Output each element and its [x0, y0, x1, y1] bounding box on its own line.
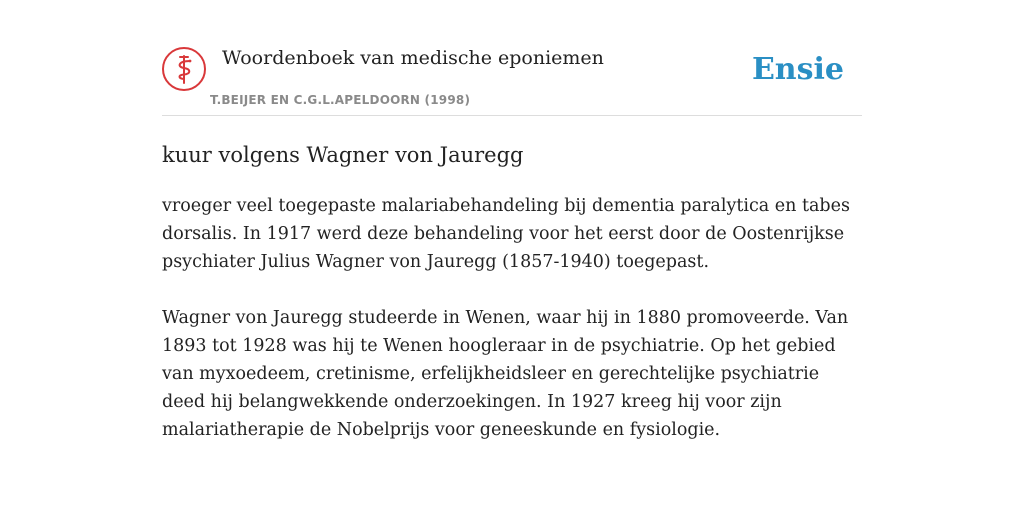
entry-paragraph: Wagner von Jauregg studeerde in Wenen, waar hij in 1880 promoveerde. Van 1893 tot 1928 was hij te Wenen hoogleraar in de psychiatrie. Op het gebied van myxoedeem, cretinisme, erfelijkheidsleer en gerechtelijke psychiatrie deed hij belangwekkende onderzoekingen. In 1927 kreeg hij voor zijn malariatherapie de Nobelprijs voor geneeskunde en fysiologie. — [162, 308, 849, 440]
brand-logo[interactable]: Ensie — [751, 52, 844, 87]
entry-title: kuur volgens Wagner von Jauregg — [162, 143, 524, 167]
entry-body — [162, 192, 862, 472]
dictionary-header — [162, 46, 862, 116]
caduceus-icon[interactable] — [162, 47, 206, 91]
dictionary-title[interactable]: Woordenboek van medische eponiemen — [222, 47, 604, 69]
dictionary-authors: T.BEIJER EN C.G.L.APELDOORN (1998) — [210, 93, 471, 107]
entry-paragraph: vroeger veel toegepaste malariabehandeling bij dementia paralytica en tabes dorsalis. In 1917 werd deze behandeling voor het eerst door de Oostenrijkse psychiater Julius Wagner von Jauregg (1857-1940) toegepast. — [162, 196, 850, 272]
